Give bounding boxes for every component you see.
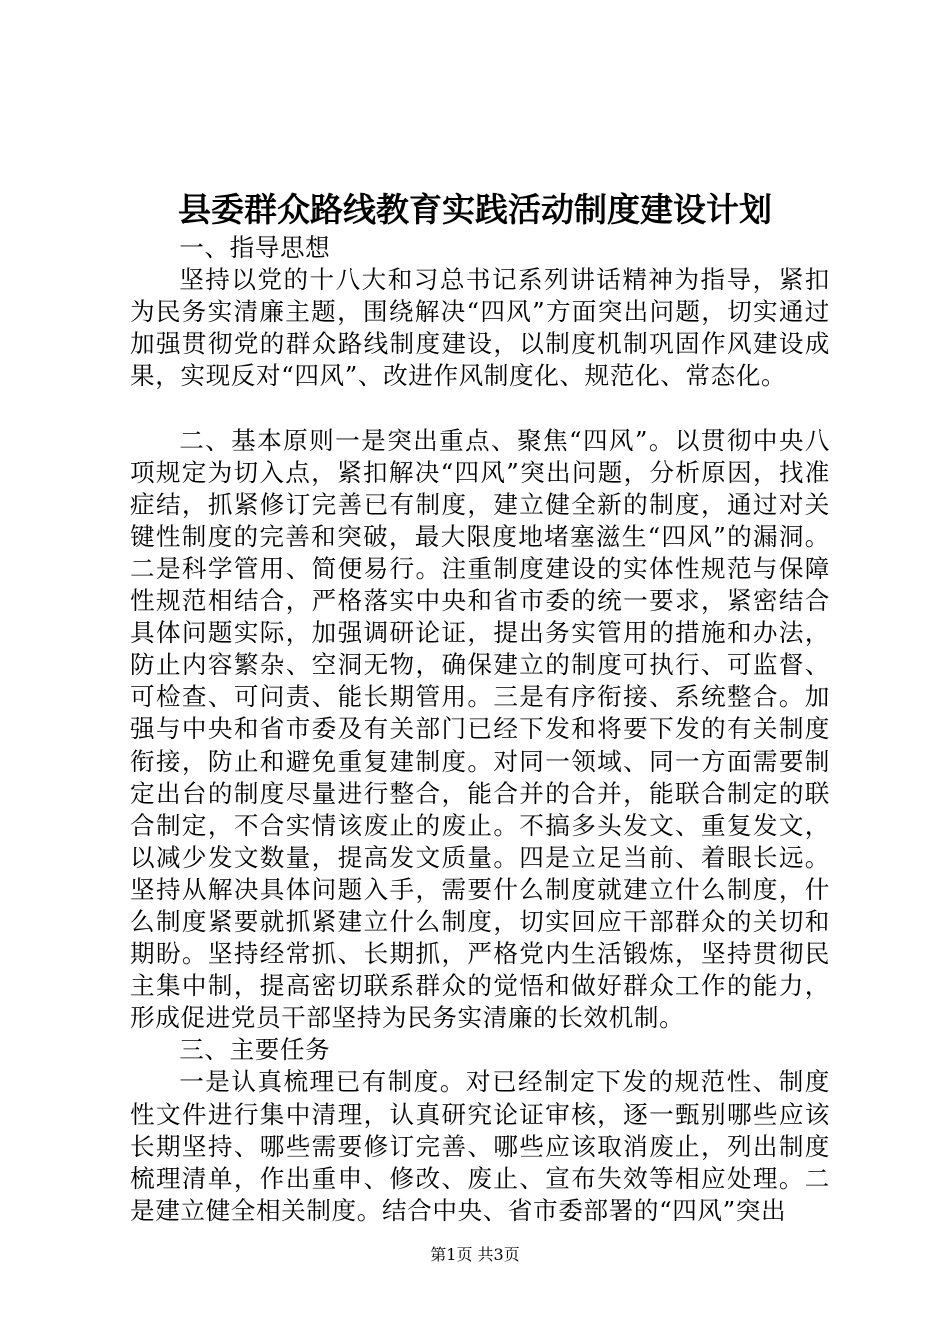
- page-footer: 第1页 共3页: [430, 1245, 520, 1264]
- section-heading-guiding-ideology: 一、指导思想: [179, 233, 331, 262]
- paragraph-main-tasks: 一是认真梳理已有制度。对已经制定下发的规范性、制度性文件进行集中清理，认真研究论证审核，逐一甄别哪些应该长期坚持、哪些需要修订完善、哪些应该取消废止，列出制度梳理清单，作出重申、修改、废止、宣布失效等相应处理。二是建立健全相关制度。结合中央、省市委部署的“四风”突出: [130, 1067, 830, 1225]
- document-title: 县委群众路线教育实践活动制度建设计划: [178, 190, 772, 229]
- section-heading-main-tasks: 三、主要任务: [179, 1035, 331, 1065]
- paragraph-guiding-ideology: 坚持以党的十八大和习总书记系列讲话精神为指导，紧扣为民务实清廉主题，围绕解决“四风”方面突出问题，切实通过加强贯彻党的群众路线制度建设，以制度机制巩固作风建设成果，实现反对“四风”、改进作风制度化、规范化、常态化。: [130, 265, 830, 391]
- document-body: [130, 232, 830, 1227]
- paragraph-basic-principles: 二、基本原则一是突出重点、聚焦“四风”。以贯彻中央八项规定为切入点，紧扣解决“四风”突出问题，分析原因，找准症结，抓紧修订完善已有制度，建立健全新的制度，通过对关键性制度的完善和突破，最大限度地堵塞滋生“四风”的漏洞。二是科学管用、简便易行。注重制度建设的实体性规范与保障性规范相结合，严格落实中央和省市委的统一要求，紧密结合具体问题实际，加强调研论证，提出务实管用的措施和办法，防止内容繁杂、空洞无物，确保建立的制度可执行、可监督、可检查、可问责、能长期管用。三是有序衔接、系统整合。加强与中央和省市委及有关部门已经下发和将要下发的有关制度衔接，防止和避免重复建制度。对同一领域、同一方面需要制定出台的制度尽量进行整合，能合并的合并，能联合制定的联合制定，不合实情该废止的废止。不搞多头发文、重复发文，以减少发文数量，提高发文质量。四是立足当前、着眼长远。坚持从解决具体问题入手，需要什么制度就建立什么制度，什么制度紧要就抓紧建立什么制度，切实回应干部群众的关切和期盼。坚持经常抓、长期抓，严格党内生活锻炼，坚持贯彻民主集中制，提高密切联系群众的觉悟和做好群众工作的能力，形成促进党员干部坚持为民务实清廉的长效机制。: [130, 425, 830, 1033]
